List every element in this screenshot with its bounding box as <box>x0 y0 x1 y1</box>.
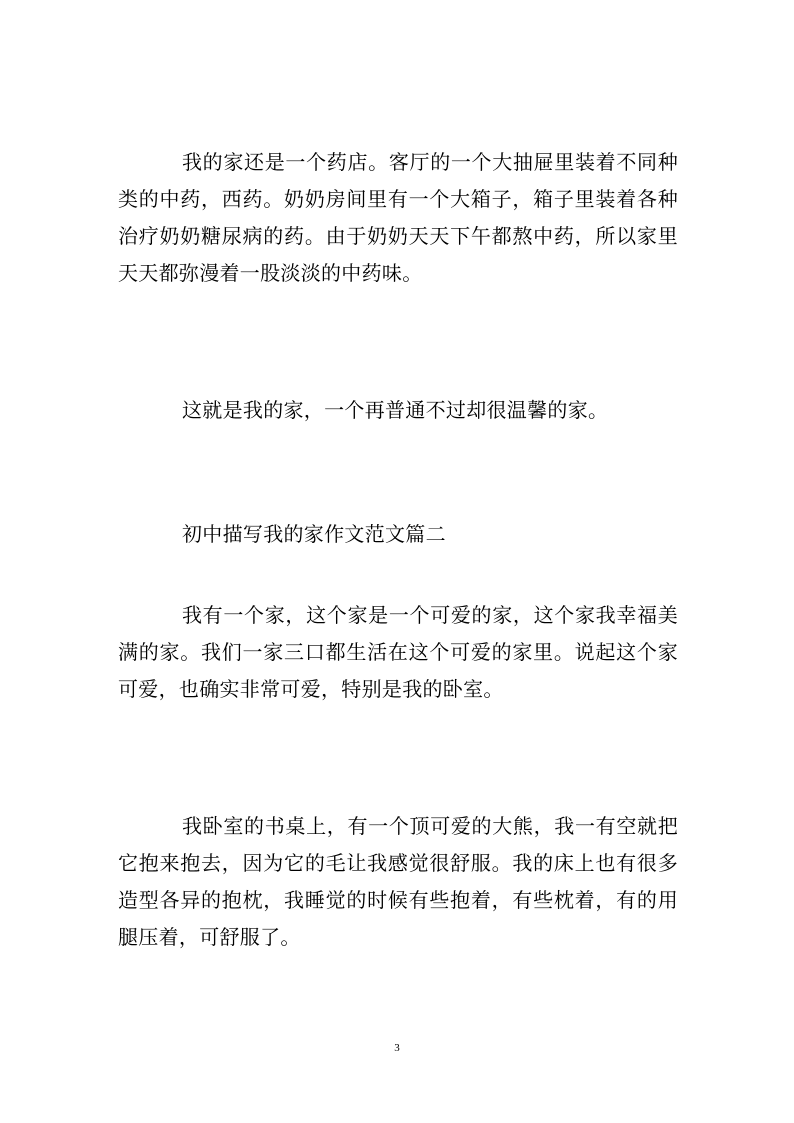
paragraph-lovely-home: 我有一个家，这个家是一个可爱的家，这个家我幸福美满的家。我们一家三口都生活在这个可爱的家里。说起这个家可爱，也确实非常可爱，特别是我的卧室。 <box>118 603 678 701</box>
paragraph-bedroom: 我卧室的书桌上，有一个顶可爱的大熊，我一有空就把它抱来抱去，因为它的毛让我感觉很舒服。我的床上也有很多造型各异的抱枕，我睡觉的时候有些抱着，有些枕着，有的用腿压着，可舒服了。 <box>118 814 678 949</box>
paragraph-warm-home: 这就是我的家，一个再普通不过却很温馨的家。 <box>182 398 609 422</box>
paragraph-pharmacy: 我的家还是一个药店。客厅的一个大抽屉里装着不同种类的中药，西药。奶奶房间里有一个大箱子，箱子里装着各种治疗奶奶糖尿病的药。由于奶奶天天下午都熬中药，所以家里天天都弥漫着一股淡淡的中药味。 <box>118 150 678 285</box>
section-heading: 初中描写我的家作文范文篇二 <box>182 522 446 546</box>
page-number: 3 <box>394 1042 400 1054</box>
